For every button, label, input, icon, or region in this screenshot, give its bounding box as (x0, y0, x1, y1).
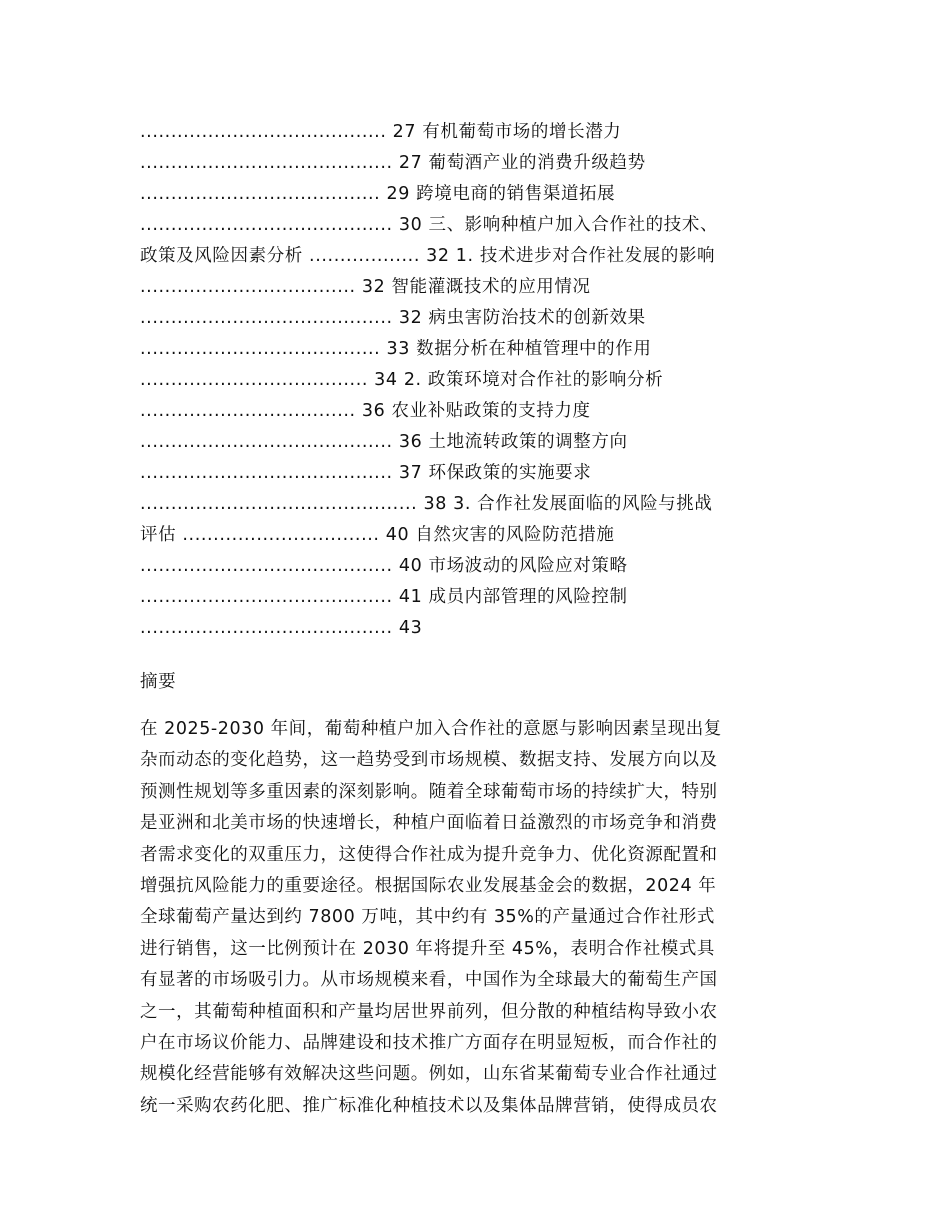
toc-line: ......................................... 32 病虫害防治技术的创新效果 (140, 308, 646, 328)
toc-line: ....................................... 29 跨境电商的销售渠道拓展 (140, 184, 616, 204)
toc-line: ......................................... 27 葡萄酒产业的消费升级趋势 (140, 153, 646, 173)
toc-line: ..................................... 34 2. 政策环境对合作社的影响分析 (140, 370, 664, 390)
toc-line: ....................................... 33 数据分析在种植管理中的作用 (140, 339, 652, 359)
paragraph-line: 有显著的市场吸引力。从市场规模来看，中国作为全球最大的葡萄生产国 (140, 970, 718, 991)
paragraph-line: 规模化经营能够有效解决这些问题。例如，山东省某葡萄专业合作社通过 (140, 1064, 718, 1085)
toc-line: ......................................... 36 土地流转政策的调整方向 (140, 432, 628, 452)
toc-line: ................................... 32 智能灌溉技术的应用情况 (140, 277, 591, 297)
toc-line: ......................................... 41 成员内部管理的风险控制 (140, 587, 628, 607)
paragraph-line: 者需求变化的双重压力，这使得合作社成为提升竞争力、优化资源配置和 (140, 844, 718, 865)
paragraph-line: 统一采购农药化肥、推广标准化种植技术以及集体品牌营销，使得成员农 (140, 1095, 718, 1116)
paragraph-line: 杂而动态的变化趋势，这一趋势受到市场规模、数据支持、发展方向以及 (140, 750, 718, 771)
paragraph-line: 进行销售，这一比例预计在 2030 年将提升至 45%，表明合作社模式具 (140, 938, 715, 959)
abstract-paragraph (140, 714, 812, 1122)
paragraph-line: 预测性规划等多重因素的深刻影响。随着全球葡萄市场的持续扩大，特别 (140, 781, 718, 802)
paragraph-line: 增强抗风险能力的重要途径。根据国际农业发展基金会的数据，2024 年 (140, 876, 717, 897)
paragraph-line: 户在市场议价能力、品牌建设和技术推广方面存在明显短板，而合作社的 (140, 1033, 718, 1054)
paragraph-line: 全球葡萄产量达到约 7800 万吨，其中约有 35%的产量通过合作社形式 (140, 907, 715, 928)
toc-line: 政策及风险因素分析 .................. 32 1. 技术进步对合作社发展的影响 (140, 246, 716, 266)
document-page (140, 117, 812, 1122)
toc-line: ......................................... 30 三、影响种植户加入合作社的技术、 (140, 215, 719, 235)
table-of-contents (140, 117, 812, 644)
toc-line: ................................... 36 农业补贴政策的支持力度 (140, 401, 591, 421)
toc-line: ......................................... 37 环保政策的实施要求 (140, 463, 592, 483)
toc-line: 评估 ................................ 40 自然灾害的风险防范措施 (140, 525, 615, 545)
abstract-heading: 摘要 (140, 672, 177, 692)
paragraph-line: 之一，其葡萄种植面积和产量均居世界前列，但分散的种植结构导致小农 (140, 1001, 718, 1022)
toc-line: ......................................... 40 市场波动的风险应对策略 (140, 556, 628, 576)
paragraph-line: 是亚洲和北美市场的快速增长，种植户面临着日益激烈的市场竞争和消费 (140, 813, 718, 834)
toc-line: ........................................ 27 有机葡萄市场的增长潜力 (140, 122, 622, 142)
toc-line: ............................................. 38 3. 合作社发展面临的风险与挑战 (140, 494, 713, 514)
toc-line: ......................................... 43 (140, 618, 423, 638)
paragraph-line: 在 2025-2030 年间，葡萄种植户加入合作社的意愿与影响因素呈现出复 (140, 719, 722, 739)
